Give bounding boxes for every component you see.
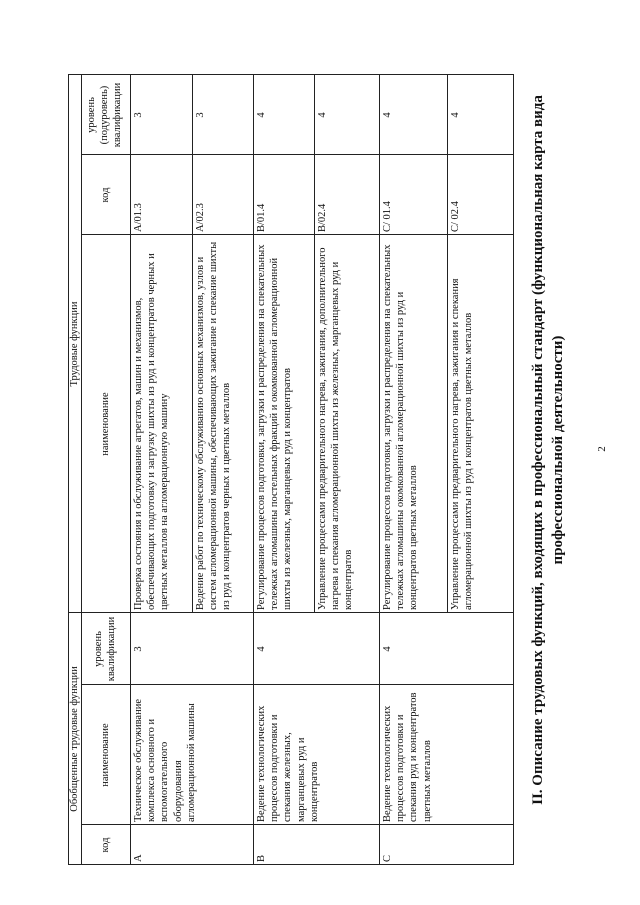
group-level: 3 bbox=[133, 646, 144, 652]
tf-name-column-header: наименование bbox=[100, 392, 111, 456]
labor-function-name: Проверка состояния и обслуживание агрегатов, машин и механизмов, обеспечивающих подготовку и загрузку шихты из руд и концентратов черных и цветных металлов на агломерационную машину bbox=[133, 253, 171, 610]
labor-function-level: 3 bbox=[133, 112, 144, 118]
page-number: 2 bbox=[596, 446, 608, 452]
labor-function-name: Управление процессами предварительного нагрева, зажигания и спекания агломерационной шихты из руд и концентратов цветных металлов bbox=[450, 278, 475, 610]
labor-function-level: 4 bbox=[317, 112, 328, 118]
group-level: 4 bbox=[256, 646, 267, 652]
code-column-header: код bbox=[100, 837, 111, 853]
group-code: C bbox=[382, 854, 393, 862]
group-name: Техническое обслуживание комплекса основного и вспомогательного оборудования агломерационной машины bbox=[133, 699, 197, 822]
labor-function-level: 4 bbox=[450, 112, 461, 118]
labor-function-code: A/01.3 bbox=[133, 203, 144, 232]
functional-map-table bbox=[68, 75, 514, 865]
labor-function-name: Управление процессами предварительного нагрева, зажигания, дополнительного нагрева и спекания агломерационной шихты из железных, марганцевых руд и концентратов bbox=[317, 247, 355, 610]
labor-function-code: B/02.4 bbox=[317, 203, 328, 232]
name-column-header: наименование bbox=[100, 723, 111, 787]
labor-function-name: Ведение работ по техническому обслуживанию основных механизмов, узлов и систем агломерационной машины, обеспечивающих зажигание и спекание шихты из руд и концентратов черных и цветных металлов bbox=[195, 241, 233, 610]
tf-code-column-header: код bbox=[100, 187, 111, 203]
labor-function-level: 4 bbox=[256, 112, 267, 118]
group-level: 4 bbox=[382, 646, 393, 652]
labor-function-code: C/ 02.4 bbox=[450, 201, 461, 232]
group-code: B bbox=[256, 854, 267, 862]
labor-function-name: Регулирование процессов подготовки, загрузки и распределения на спекательных тележках агломашины постельных фракций и окомкованной агломерационной шихты из железных, марганцевых руд и концентратов bbox=[256, 244, 294, 610]
labor-function-code: B/01.4 bbox=[256, 203, 267, 232]
group-code: A bbox=[133, 854, 144, 862]
labor-functions-header: Трудовые функции bbox=[69, 301, 80, 387]
labor-function-code: A/02.3 bbox=[195, 203, 206, 232]
labor-function-level: 3 bbox=[195, 112, 206, 118]
generalized-functions-header: Обобщенные трудовые функции bbox=[69, 666, 80, 812]
labor-function-level: 4 bbox=[382, 112, 393, 118]
level-column-header: уровень квалификации bbox=[93, 616, 118, 682]
section-heading: II. Описание трудовых функций, входящих в профессиональный стандарт (функциональная карта вида профессиональной деятельности) bbox=[530, 95, 566, 805]
group-name: Ведение технологических процессов подготовки и спекания железных, марганцевых руд и концентратов bbox=[256, 705, 320, 822]
labor-function-name: Регулирование процессов подготовки, загрузки и распределения на спекательных тележках агломашины окомкованной агломерационной шихты из руд и концентратов цветных металлов bbox=[382, 244, 420, 610]
group-name: Ведение технологических процессов подготовки и спекания руд и концентратов цветных металлов bbox=[382, 692, 433, 822]
labor-function-code: C/ 01.4 bbox=[382, 201, 393, 232]
tf-level-column-header: уровень (подуровень) квалификации bbox=[86, 82, 124, 148]
